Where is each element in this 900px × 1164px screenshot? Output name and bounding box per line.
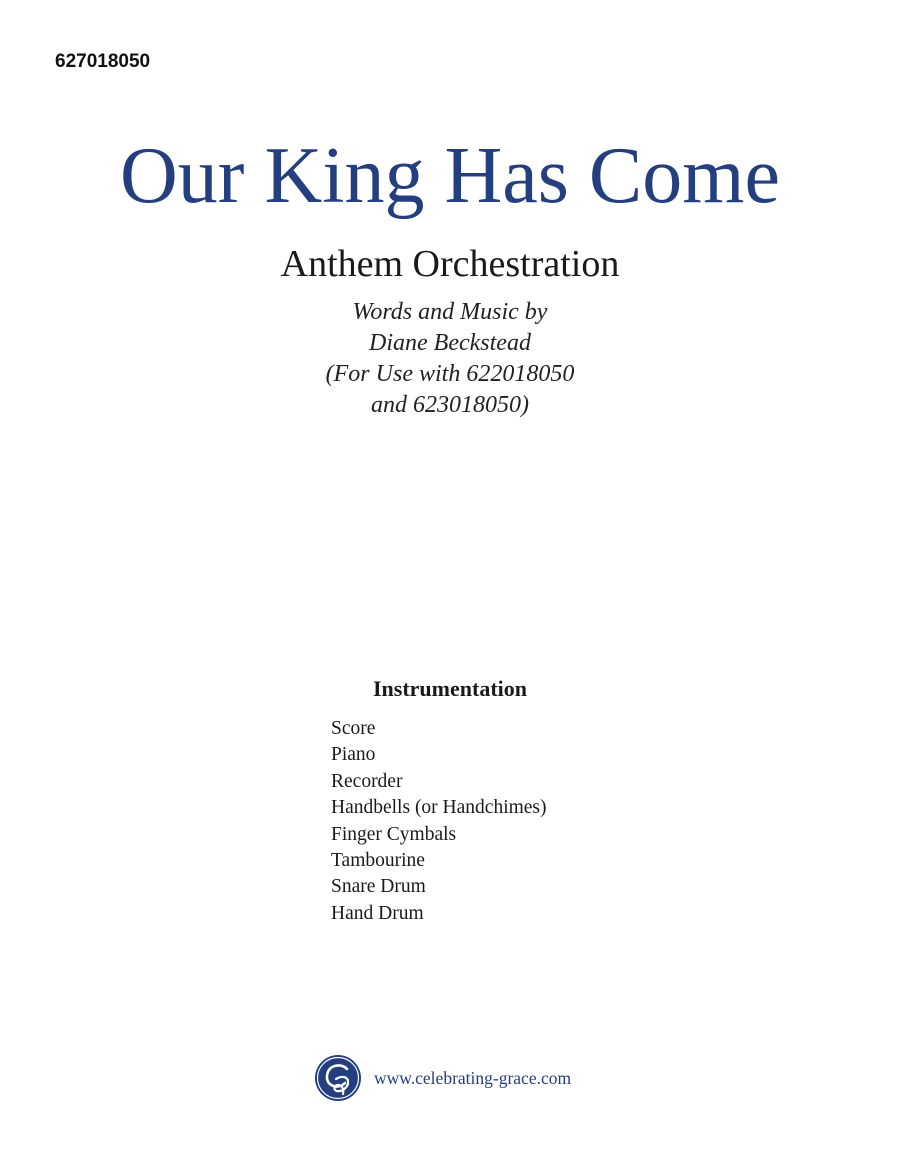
instrument-item: Handbells (or Handchimes) xyxy=(331,797,547,819)
instrumentation-list xyxy=(331,716,547,927)
credits-line-2: Diane Beckstead xyxy=(369,330,531,356)
catalog-number: 627018050 xyxy=(55,51,151,72)
page-title: Our King Has Come xyxy=(120,132,780,220)
website-url: www.celebrating-grace.com xyxy=(374,1067,572,1088)
instrument-item: Recorder xyxy=(331,770,403,792)
credits-line-3: (For Use with 622018050 xyxy=(325,361,575,387)
instrument-item: Hand Drum xyxy=(331,902,424,924)
credits-line-4: and 623018050) xyxy=(371,392,529,418)
instrument-item: Piano xyxy=(331,744,376,766)
instrument-item: Score xyxy=(331,718,376,739)
instrumentation-heading: Instrumentation xyxy=(372,676,527,701)
footer xyxy=(314,1052,571,1104)
credits-line-1: Words and Music by xyxy=(352,299,548,325)
instrument-item: Snare Drum xyxy=(331,876,426,898)
instrument-item: Finger Cymbals xyxy=(331,823,457,845)
celebrating-grace-logo-icon xyxy=(314,1054,362,1102)
instrument-item: Tambourine xyxy=(331,850,425,872)
page-subtitle: Anthem Orchestration xyxy=(280,243,620,285)
credits-block xyxy=(0,297,900,421)
